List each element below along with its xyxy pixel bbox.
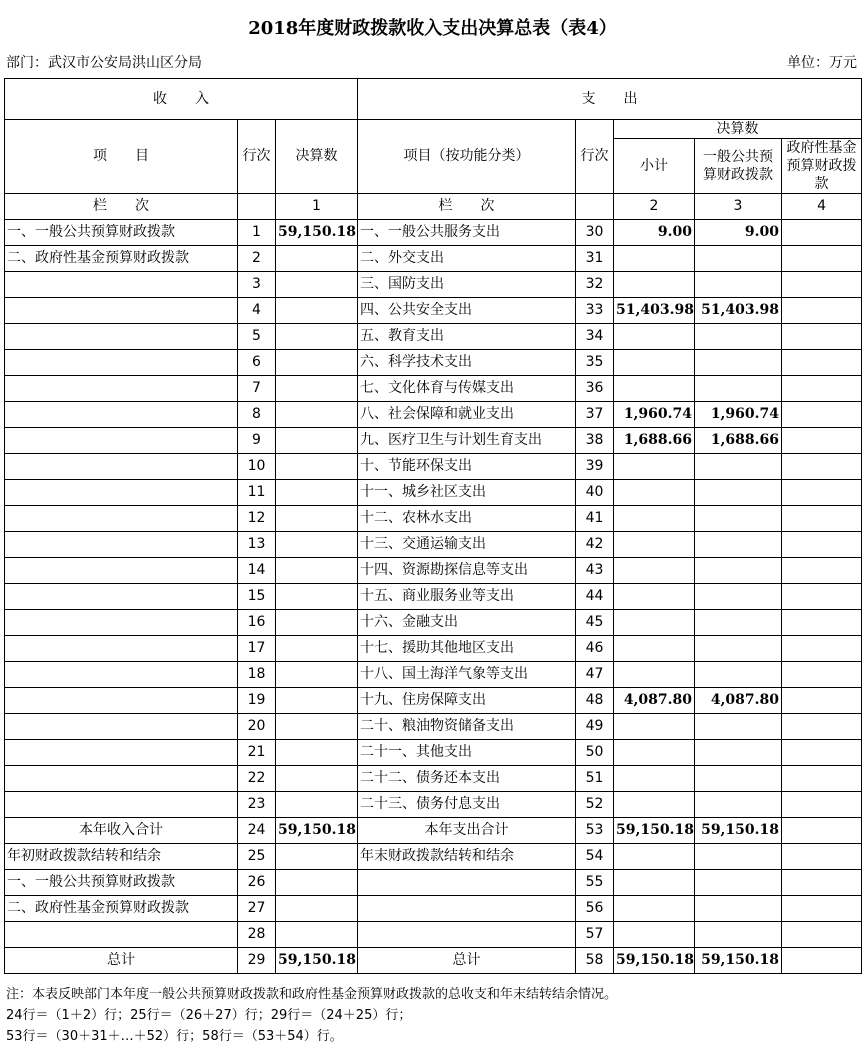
subtotal-cell	[614, 376, 695, 402]
expense-item-cell: 八、社会保障和就业支出	[358, 402, 576, 428]
income-item-cell: 一、一般公共预算财政拨款	[5, 870, 238, 896]
row-no-cell: 4	[238, 298, 276, 324]
expense-row-no-cell: 52	[576, 792, 614, 818]
general-budget-cell	[695, 532, 782, 558]
table-row	[5, 792, 862, 818]
expense-row-no-cell: 54	[576, 844, 614, 870]
income-item-cell	[5, 480, 238, 506]
row-no-header-2: 行次	[576, 120, 614, 194]
income-item-cell	[5, 688, 238, 714]
expense-item-cell: 十六、金融支出	[358, 610, 576, 636]
row-no-cell: 12	[238, 506, 276, 532]
subtotal-cell	[614, 558, 695, 584]
expense-row-no-cell: 40	[576, 480, 614, 506]
expense-row-no-cell: 49	[576, 714, 614, 740]
row-no-cell: 18	[238, 662, 276, 688]
row-no-cell: 26	[238, 870, 276, 896]
subtotal-cell: 51,403.98	[614, 298, 695, 324]
fund-budget-cell	[782, 558, 862, 584]
column-number-2: 2	[614, 194, 695, 220]
table-row	[5, 714, 862, 740]
expense-row-no-cell: 31	[576, 246, 614, 272]
row-no-cell: 28	[238, 922, 276, 948]
subtotal-cell: 59,150.18	[614, 818, 695, 844]
income-amount-cell	[276, 766, 358, 792]
income-amount-cell	[276, 714, 358, 740]
general-budget-cell	[695, 896, 782, 922]
subtotal-cell	[614, 662, 695, 688]
expense-item-cell	[358, 922, 576, 948]
notes	[6, 984, 617, 1047]
summary-table	[4, 78, 862, 974]
table-row	[5, 610, 862, 636]
subtotal-cell: 1,960.74	[614, 402, 695, 428]
fund-budget-cell	[782, 818, 862, 844]
subtotal-cell	[614, 714, 695, 740]
expense-item-cell: 三、国防支出	[358, 272, 576, 298]
general-budget-cell: 1,688.66	[695, 428, 782, 454]
table-row	[5, 220, 862, 246]
row-no-cell: 16	[238, 610, 276, 636]
income-item-cell	[5, 350, 238, 376]
subtotal-cell	[614, 506, 695, 532]
income-item-cell	[5, 298, 238, 324]
expense-row-no-cell: 56	[576, 896, 614, 922]
general-budget-cell	[695, 636, 782, 662]
fund-budget-cell	[782, 636, 862, 662]
row-no-cell: 22	[238, 766, 276, 792]
expense-row-no-cell: 57	[576, 922, 614, 948]
expense-item-cell: 十五、商业服务业等支出	[358, 584, 576, 610]
fund-budget-cell	[782, 870, 862, 896]
expense-item-cell: 本年支出合计	[358, 818, 576, 844]
fund-budget-cell	[782, 844, 862, 870]
income-amount-cell	[276, 428, 358, 454]
general-budget-cell	[695, 558, 782, 584]
expense-item-cell: 二十一、其他支出	[358, 740, 576, 766]
table-row	[5, 766, 862, 792]
fund-budget-header: 政府性基金预算财政拨款	[782, 139, 862, 194]
fund-budget-cell	[782, 272, 862, 298]
fund-budget-cell	[782, 766, 862, 792]
expense-row-no-cell: 58	[576, 948, 614, 974]
income-amount-cell	[276, 610, 358, 636]
income-amount-cell	[276, 740, 358, 766]
income-item-cell: 年初财政拨款结转和结余	[5, 844, 238, 870]
row-no-cell: 24	[238, 818, 276, 844]
expense-item-cell: 二、外交支出	[358, 246, 576, 272]
table-row	[5, 948, 862, 974]
department-label: 部门：武汉市公安局洪山区分局	[6, 55, 202, 71]
general-budget-cell: 9.00	[695, 220, 782, 246]
row-no-cell: 1	[238, 220, 276, 246]
table-row	[5, 896, 862, 922]
expense-item-cell: 十、节能环保支出	[358, 454, 576, 480]
general-budget-cell	[695, 584, 782, 610]
table-row	[5, 350, 862, 376]
subtotal-cell	[614, 844, 695, 870]
expense-row-no-cell: 46	[576, 636, 614, 662]
income-amount-cell	[276, 298, 358, 324]
subtotal-cell	[614, 480, 695, 506]
expense-row-no-cell: 48	[576, 688, 614, 714]
income-item-cell: 二、政府性基金预算财政拨款	[5, 896, 238, 922]
subtotal-cell	[614, 870, 695, 896]
subtotal-cell	[614, 324, 695, 350]
subtotal-cell	[614, 272, 695, 298]
subtotal-cell	[614, 792, 695, 818]
column-number-4: 4	[782, 194, 862, 220]
expense-row-no-cell: 34	[576, 324, 614, 350]
income-item-cell	[5, 636, 238, 662]
general-budget-cell	[695, 870, 782, 896]
fund-budget-cell	[782, 688, 862, 714]
unit-label: 单位：万元	[787, 55, 857, 71]
income-amount-cell	[276, 506, 358, 532]
fund-budget-cell	[782, 428, 862, 454]
income-amount-cell	[276, 636, 358, 662]
expense-item-cell: 十八、国土海洋气象等支出	[358, 662, 576, 688]
note-line-1: 注：本表反映部门本年度一般公共预算财政拨款和政府性基金预算财政拨款的总收支和年末结转结余情况。	[6, 987, 618, 1002]
expense-row-no-cell: 44	[576, 584, 614, 610]
table-row	[5, 532, 862, 558]
income-item-cell: 一、一般公共预算财政拨款	[5, 220, 238, 246]
table-row	[5, 688, 862, 714]
income-amount-cell	[276, 792, 358, 818]
income-item-cell	[5, 584, 238, 610]
note-line-3: 53行＝（30＋31＋…＋52）行；58行＝（53＋54）行。	[6, 1029, 343, 1044]
row-no-cell: 21	[238, 740, 276, 766]
income-item-cell: 本年收入合计	[5, 818, 238, 844]
subtotal-cell	[614, 454, 695, 480]
general-budget-cell	[695, 506, 782, 532]
column-label-2: 栏 次	[358, 194, 576, 220]
income-amount-cell: 59,150.18	[276, 220, 358, 246]
fund-budget-cell	[782, 740, 862, 766]
income-item-cell	[5, 532, 238, 558]
income-amount-cell	[276, 324, 358, 350]
income-amount-cell: 59,150.18	[276, 818, 358, 844]
expense-item-cell: 四、公共安全支出	[358, 298, 576, 324]
fund-budget-cell	[782, 584, 862, 610]
income-item-cell	[5, 454, 238, 480]
expense-item-cell: 九、医疗卫生与计划生育支出	[358, 428, 576, 454]
subtotal-cell	[614, 896, 695, 922]
row-no-cell: 9	[238, 428, 276, 454]
page-title: 2018年度财政拨款收入支出决算总表（表4）	[248, 18, 617, 39]
income-amount-cell	[276, 532, 358, 558]
expense-row-no-cell: 47	[576, 662, 614, 688]
table-row	[5, 506, 862, 532]
general-budget-cell	[695, 792, 782, 818]
expense-row-no-cell: 55	[576, 870, 614, 896]
income-item-cell	[5, 272, 238, 298]
general-budget-cell	[695, 922, 782, 948]
fund-budget-cell	[782, 948, 862, 974]
fund-budget-cell	[782, 922, 862, 948]
subtotal-cell	[614, 532, 695, 558]
expense-item-cell: 五、教育支出	[358, 324, 576, 350]
expense-row-no-cell: 53	[576, 818, 614, 844]
final-amount-header-2: 决算数	[614, 120, 862, 139]
income-item-cell	[5, 506, 238, 532]
income-item-cell	[5, 792, 238, 818]
row-no-cell: 3	[238, 272, 276, 298]
column-number-3: 3	[695, 194, 782, 220]
fund-budget-cell	[782, 714, 862, 740]
expense-item-cell: 十二、农林水支出	[358, 506, 576, 532]
subtotal-cell	[614, 610, 695, 636]
expense-item-cell: 七、文化体育与传媒支出	[358, 376, 576, 402]
row-no-cell: 19	[238, 688, 276, 714]
expense-item-cell: 年末财政拨款结转和结余	[358, 844, 576, 870]
subtotal-cell	[614, 350, 695, 376]
income-amount-cell	[276, 584, 358, 610]
row-no-cell: 5	[238, 324, 276, 350]
general-budget-cell	[695, 714, 782, 740]
expense-row-no-cell: 45	[576, 610, 614, 636]
fund-budget-cell	[782, 506, 862, 532]
expense-item-cell: 十四、资源勘探信息等支出	[358, 558, 576, 584]
note-line-2: 24行＝（1＋2）行；25行＝（26＋27）行；29行＝（24＋25）行；	[6, 1008, 412, 1023]
subtotal-header: 小计	[614, 139, 695, 194]
row-no-cell: 13	[238, 532, 276, 558]
table-row	[5, 376, 862, 402]
expense-row-no-cell: 32	[576, 272, 614, 298]
income-amount-cell	[276, 844, 358, 870]
fund-budget-cell	[782, 220, 862, 246]
expense-row-no-cell: 38	[576, 428, 614, 454]
general-budget-cell	[695, 610, 782, 636]
income-amount-cell	[276, 376, 358, 402]
subtotal-cell	[614, 636, 695, 662]
income-amount-cell	[276, 480, 358, 506]
expense-row-no-cell: 36	[576, 376, 614, 402]
table-row	[5, 272, 862, 298]
expense-item-cell: 十三、交通运输支出	[358, 532, 576, 558]
general-budget-cell: 59,150.18	[695, 818, 782, 844]
income-item-cell	[5, 662, 238, 688]
row-no-cell: 15	[238, 584, 276, 610]
fund-budget-cell	[782, 532, 862, 558]
column-label: 栏 次	[5, 194, 238, 220]
table-row	[5, 818, 862, 844]
income-amount-cell	[276, 272, 358, 298]
row-no-cell: 2	[238, 246, 276, 272]
income-amount-cell	[276, 896, 358, 922]
income-item-cell	[5, 610, 238, 636]
general-budget-cell	[695, 662, 782, 688]
row-no-cell: 17	[238, 636, 276, 662]
income-amount-cell	[276, 688, 358, 714]
income-amount-cell	[276, 870, 358, 896]
table-row	[5, 402, 862, 428]
table-row	[5, 740, 862, 766]
subtotal-cell	[614, 584, 695, 610]
row-no-header: 行次	[238, 120, 276, 194]
fund-budget-cell	[782, 480, 862, 506]
fund-budget-cell	[782, 298, 862, 324]
item-by-function-header: 项目（按功能分类）	[358, 120, 576, 194]
general-budget-cell: 4,087.80	[695, 688, 782, 714]
income-item-cell	[5, 922, 238, 948]
fund-budget-cell	[782, 896, 862, 922]
fund-budget-cell	[782, 376, 862, 402]
income-amount-cell	[276, 558, 358, 584]
expense-row-no-cell: 50	[576, 740, 614, 766]
table-row	[5, 636, 862, 662]
table-row	[5, 298, 862, 324]
income-amount-cell: 59,150.18	[276, 948, 358, 974]
subtotal-cell	[614, 246, 695, 272]
expense-item-cell	[358, 870, 576, 896]
fund-budget-cell	[782, 324, 862, 350]
general-budget-cell	[695, 480, 782, 506]
income-amount-cell	[276, 246, 358, 272]
income-header: 收 入	[5, 79, 358, 120]
row-no-cell: 25	[238, 844, 276, 870]
general-budget-cell	[695, 376, 782, 402]
general-budget-header: 一般公共预算财政拨款	[695, 139, 782, 194]
expense-row-no-cell: 42	[576, 532, 614, 558]
expense-item-cell	[358, 896, 576, 922]
income-item-cell: 二、政府性基金预算财政拨款	[5, 246, 238, 272]
table-row	[5, 246, 862, 272]
expense-row-no-cell: 41	[576, 506, 614, 532]
row-no-cell: 7	[238, 376, 276, 402]
general-budget-cell	[695, 766, 782, 792]
table-row	[5, 454, 862, 480]
expense-row-no-cell: 43	[576, 558, 614, 584]
income-item-cell	[5, 428, 238, 454]
fund-budget-cell	[782, 792, 862, 818]
subtotal-cell	[614, 740, 695, 766]
general-budget-cell	[695, 454, 782, 480]
general-budget-cell: 51,403.98	[695, 298, 782, 324]
general-budget-cell	[695, 350, 782, 376]
general-budget-cell: 1,960.74	[695, 402, 782, 428]
table-row	[5, 922, 862, 948]
expense-item-cell: 六、科学技术支出	[358, 350, 576, 376]
expense-item-cell: 二十、粮油物资储备支出	[358, 714, 576, 740]
table-row	[5, 558, 862, 584]
column-number-1: 1	[276, 194, 358, 220]
income-item-cell	[5, 376, 238, 402]
fund-budget-cell	[782, 402, 862, 428]
subtotal-cell: 9.00	[614, 220, 695, 246]
table-row	[5, 428, 862, 454]
fund-budget-cell	[782, 662, 862, 688]
row-no-cell: 6	[238, 350, 276, 376]
subtotal-cell: 1,688.66	[614, 428, 695, 454]
income-item-cell: 总计	[5, 948, 238, 974]
row-no-cell: 27	[238, 896, 276, 922]
row-no-cell: 11	[238, 480, 276, 506]
general-budget-cell	[695, 324, 782, 350]
income-item-cell	[5, 766, 238, 792]
fund-budget-cell	[782, 610, 862, 636]
expense-row-no-cell: 33	[576, 298, 614, 324]
general-budget-cell: 59,150.18	[695, 948, 782, 974]
subtotal-cell: 4,087.80	[614, 688, 695, 714]
subtotal-cell	[614, 766, 695, 792]
table-row	[5, 870, 862, 896]
income-item-cell	[5, 714, 238, 740]
income-item-cell	[5, 324, 238, 350]
expense-row-no-cell: 39	[576, 454, 614, 480]
row-no-cell: 20	[238, 714, 276, 740]
table-row	[5, 844, 862, 870]
general-budget-cell	[695, 740, 782, 766]
subtotal-cell: 59,150.18	[614, 948, 695, 974]
expense-item-cell: 十九、住房保障支出	[358, 688, 576, 714]
row-no-cell: 10	[238, 454, 276, 480]
expense-item-cell: 二十二、债务还本支出	[358, 766, 576, 792]
income-amount-cell	[276, 350, 358, 376]
row-no-cell: 23	[238, 792, 276, 818]
income-item-cell	[5, 558, 238, 584]
row-no-cell: 8	[238, 402, 276, 428]
income-amount-cell	[276, 662, 358, 688]
general-budget-cell	[695, 844, 782, 870]
table-row	[5, 324, 862, 350]
income-item-cell	[5, 402, 238, 428]
expense-row-no-cell: 30	[576, 220, 614, 246]
income-amount-cell	[276, 454, 358, 480]
fund-budget-cell	[782, 454, 862, 480]
expense-row-no-cell: 37	[576, 402, 614, 428]
income-amount-cell	[276, 922, 358, 948]
income-item-cell	[5, 740, 238, 766]
final-amount-header: 决算数	[276, 120, 358, 194]
item-header: 项 目	[5, 120, 238, 194]
expense-header: 支 出	[358, 79, 862, 120]
general-budget-cell	[695, 246, 782, 272]
table-row	[5, 584, 862, 610]
expense-item-cell: 二十三、债务付息支出	[358, 792, 576, 818]
general-budget-cell	[695, 272, 782, 298]
expense-row-no-cell: 35	[576, 350, 614, 376]
fund-budget-cell	[782, 246, 862, 272]
row-no-cell: 29	[238, 948, 276, 974]
income-amount-cell	[276, 402, 358, 428]
table-row	[5, 480, 862, 506]
expense-item-cell: 十七、援助其他地区支出	[358, 636, 576, 662]
subtotal-cell	[614, 922, 695, 948]
row-no-cell: 14	[238, 558, 276, 584]
table-row	[5, 662, 862, 688]
fund-budget-cell	[782, 350, 862, 376]
expense-item-cell: 十一、城乡社区支出	[358, 480, 576, 506]
expense-item-cell: 一、一般公共服务支出	[358, 220, 576, 246]
expense-row-no-cell: 51	[576, 766, 614, 792]
expense-item-cell: 总计	[358, 948, 576, 974]
